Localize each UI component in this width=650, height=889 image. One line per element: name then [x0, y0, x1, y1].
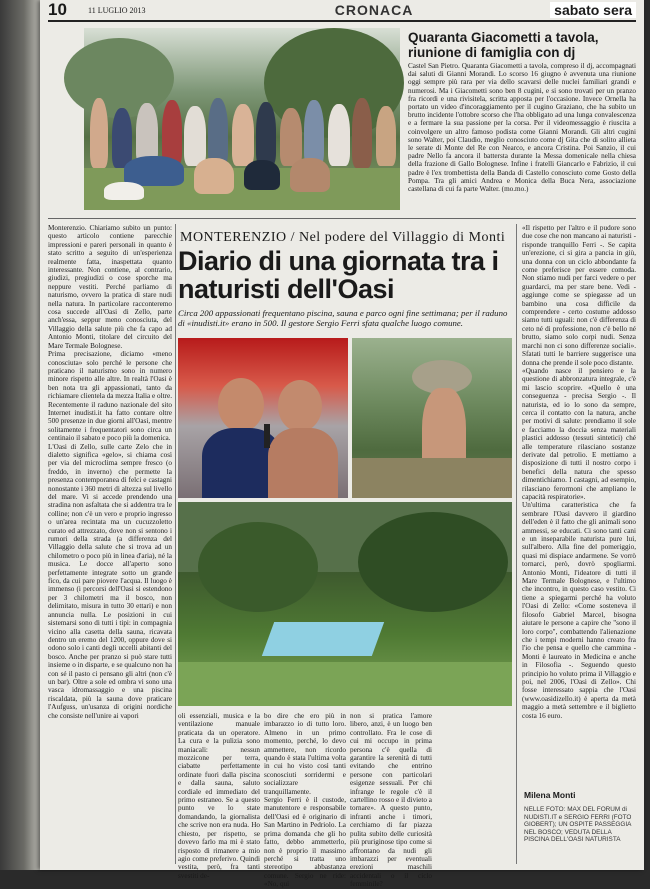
- issue-date: 11 LUGLIO 2013: [88, 5, 146, 15]
- article-column-3: bo dire che ero più in imbarazzo io di tutto loro. Almeno in un primo momento, perché, lo devo ammettere, non ricordo quando è stata l'ultima volta in cui ho visto così tanti sconosciuti sorridermi e socializzare tranquillamente. Sergio Ferri è il custode, manutentore e responsabile dell'Oasi ed è originario di San Martino in Pedriolo. La prima domanda che gli ho fatto, debbo ammetterlo, non è proprio il massimo perché si tratta uno stereotipo abbastanza comune. Sergio ne ride: «No, qui: [264, 712, 346, 889]
- page-shadow-edge: [0, 0, 40, 870]
- article-column-1: Monterenzio. Chiariamo subito un punto: questo articolo contiene parecchie impressioni e pareri personali in quanto è stato scritto a seguito di un'esperienza realmente fatta, inaspettata quanto interessante. Non contiene, al contrario, giudizi, pregiudizi o cose sporche ma neppure vestiti. Perché parliamo di naturismo, ovvero la pratica di stare nudi nella natura. In particolare racconteremo cosa succede all'Oasi di Zello, parte anch'essa, seppur meno conosciuta, del Villaggio della salute più che fa capo ad Antonio Monti, titolare del circuito del Mare Termale Bolognese. Prima precisazione, diciamo «meno conosciuta» solo perché le persone che praticano il naturismo sono in numero minore rispetto alle altre. In realtà l'Oasi è ben nota tra gli appassionati, tanto da richiamare clientela da mezza Italia e oltre. Recentemente il raduno nazionale del sito Internet inudisti.it ha fatto contare oltre 500 presenze in due giorni all'Oasi, mentre solitamente i frequentatori sono circa un centinaio il sabato e poco più la domenica. L'Oasi di Zello, sulle carte Zelo che in dialetto significa «gelo», si chiama così per via del microclima sempre fresco (o freddo, in inverno) che permette la presenza contemporanea di felci e castagni nonostante i 360 metri di altezza sul livello del mare. Vi si accede prendendo una stradina non asfaltata che si addentra tra le colline; non c'è un vero e proprio ingresso o un'area recintata ma un cucuzzoletto curato ed attrezzato, dove non si sentono i rumori della strada (a differenza del Villaggio della salute che si trova ad un chilometro o poco più in linea d'aria), né la musica. Le docce all'aperto sono perfettamente integrate sotto un grande fico, da cui pare piovere l'acqua. Il luogo è immenso (i percorsi dell'Oasi si estendono per 3 chilometri ma il bosco, non delimitato, misura in tutto 30 ettari) e non annuncia nulla. Le posizioni in cui sistemarsi sono di tutti i tipi: in compagnia vicino alla casetta della sauna, ricavata dentro un eremo del 1200, oppure dove si odono solo i canti degli uccelli abitanti del bosco. Anche per pranzo si può stare tutti insieme o in disparte, e se qualcuno non ha con sé il pasto ci pensano gli altri (non c'è un bar). Oltre a sole ed ombra vi sono una vasca idromassaggio e una piscina riscaldata, più la sauna dove praticare l'Aufguss, un'usanza di origini nordiche che consiste nell'unire ai vapori: [48, 224, 172, 720]
- photo-woman-in-woods: [352, 338, 512, 498]
- family-reunion-photo: [84, 28, 400, 210]
- article-kicker: MONTERENZIO / Nel podere del Villaggio di Monti: [180, 230, 506, 245]
- photo-pool-view: [178, 502, 512, 706]
- top-article-headline: Quaranta Giacometti a tavola, riunione di famiglia con dj: [408, 30, 599, 60]
- section-label: CRONACA: [334, 2, 414, 18]
- article-author: Milena Monti: [524, 790, 576, 800]
- photo-two-men: [178, 338, 348, 498]
- article-headline: Diario di una giornata tra i naturisti dell'Oasi: [178, 246, 499, 304]
- page-number: 10: [48, 0, 67, 19]
- article-deck: Circa 200 appassionati frequentano piscina, sauna e parco ogni fine settimana; per il raduno di «inudisti.it» erano in 500. Il gestore Sergio Ferri sfata qualche luogo comune.: [178, 308, 508, 328]
- newspaper-brand: sabato sera: [550, 2, 636, 18]
- top-article-body: Castel San Pietro. Quaranta Giacometti a tavola, compreso il dj, accompagnati dai saluti di Gianni Morandi. Lo scorso 16 giugno è avvenuta una riunione oggi sempre più rara per via dello scavarsi delle nuclei familiari grandi e numerosi. Ma i Giacometti sono ben 8 cugini, e si sono trovati per un pranzo fra ricordi e una rivisitela, scritta apposta per l'occasione. Invece Ornella ha portato un video d'incoraggiamento per il cugino Graziano, che ha subito un brutto incidente l'ottobre scorso che l'ha obbligato ad una lunga convalescenza e a fermare la sua passione per la corsa. Per il videomessaggio è riuscita a coinvolgere un altro famoso podista come Gianni Morandi. Gli altri cugini sono Walter, poi Claudio, meglio conosciuto come dj Gita che di solito allieta le serate di Monte del Re con Nearco, e ancora Cristina. Poi Sanzio, il cui padre Nello fa ancora il battersta durante la Messa domenicale nella chiesa della frazione di Gallo Bolognese. Infine i fratelli Giancarlo e Fabrizio, il cui padre è l'ex trombettista della Banda di Castello conosciuto come Gosto della Pompa. Tra gli amici Andrea e Monica della Buca Nera, associazione castellana di cui fa parte Walter. (mo.mo.): [408, 62, 636, 194]
- article-column-5: «Il rispetto per l'altro e il pudore sono due cose che non mancano ai naturisti - risponde tranquillo Ferri -. Se capita un'erezione, ci si gira a pancia in giù, una donna con un ciclo abbondante fa come preferisce per essere comoda. Non stiamo nudi per farci vedere o per guardarci, ma per stare bene. Vedi - aggiunge come se spiegasse ad un bambino una cosa difficile da comprendere - certo costume addosso siamo tutti uguali: non c'è differenza di ceto né di professione, non c'è bello né brutto, siamo solo corpi nudi. Senza marchi non ci sono differenze sociali». Sfatati tutti le barriere suggerisce una donna che prende il sole poco distante. «Quando nasce il pensiero e la questione di abbronzatura integrale, c'è mi lascio scoprire. «Quello è una conseguenza - precisa Sergio -. Il naturista, ed io lo sono da sempre, cerca il contatto con la natura, anche per motivi di salute: prendiamo il sole e facciamo la doccia senza materiali plastici addosso (tessuti sintetici) ché alle temperature rilasciano sostanze derivate dal petrolio. E mettiamo a disposizione di tutti il nostro corpo i benefici della natura che spesso dimentichiamo. I castagni, ad esempio, rilasciano ferormoni che ampliano le capacità respiratorie». Un'ultima caratteristica che fa sembrare l'Oasi davvero il giardino dell'eden è il fatto che gli animali sono ammessi, se educati. Ci sono tanti cani e un inseparabile naturista pure lui, sull'albero. Alla fine del pomeriggio, quasi mi dispiace andarmene. Se vorrò tornarci, però, dovrò spogliarmi. Antonio Monti, l'ideatore di tutti il Mare Termale Bolognese, e l'ultimo che incontro, in questo caso vestito. Ci tiene a spiegarmi perché ha voluto l'Oasi di Zello: «Come sosteneva il filosofo Gabriel Marcel, bisogna aiutare le persone a capire che "sono il loro corpo", combattendo l'alienazione che i tempi moderni hanno creato fra l'io che pensa e quello che camminа - Monti è laureato in Medicina e anche in Filosofia -. Seguendo questo principio ho voluto prima il Villaggio e poi, nel 2006, l'Oasi di Zello». Chi fosse interessato sappia che l'Oasi (www.oasidizello.it) è aperta da metà maggio a metà settembre e il biglietto costa 16 euro.: [522, 224, 636, 720]
- article-column-4: non si pratica l'amore libero, anzi, è un luogo ben controllato. Fra le cose di cui mi occupo in prima persona c'è quella di garantire la serenità di tutti evitando che entrino persone con particolari esigenze sessuali. Per chi infrange le regole c'è il cartellino rosso e il divieto a tornare». A questo punto, infranti anche i timori, cerchiamo di far piazza pulita subito delle curiosità più pruriginose tipo come si affrontano da nudi gli imbarazzi per eventuali erezioni maschili accidentali o il ciclo femminile?: [350, 712, 432, 889]
- masthead: [48, 0, 636, 22]
- column-rule: [516, 224, 517, 864]
- section-divider: [48, 218, 636, 219]
- article-column-2: oli essenziali, musica e la ventilazione manuale praticata da un operatore. La cura e la pulizia sono maniacali: nessun mozzicone per terra, ciabatte perfettamente ordinate fuori dalla piscina e dalla sauna, saluto cordiale ed immediato del primo estraneo. Se a questo punto ve lo state domandando, la giornalista che scrive non era nuda. Ho chiesto, per rispetto, se dovevo farlo ma mi è stato risposto di rimanere a mio agio come preferivo. Quindi vestita, però, fra tanti svestiti de-: [178, 712, 260, 880]
- column-rule: [175, 224, 176, 864]
- newspaper-page: [40, 0, 644, 889]
- photo-caption: NELLE FOTO: MAX DEL FORUM di NUDISTI.IT e SERGIO FERRI (FOTO GIOBERT); UN OSPITE PASSEGGIA NEL BOSCO; VEDUTA DELLA PISCINA DELL'OASI NATURISTA: [524, 806, 632, 844]
